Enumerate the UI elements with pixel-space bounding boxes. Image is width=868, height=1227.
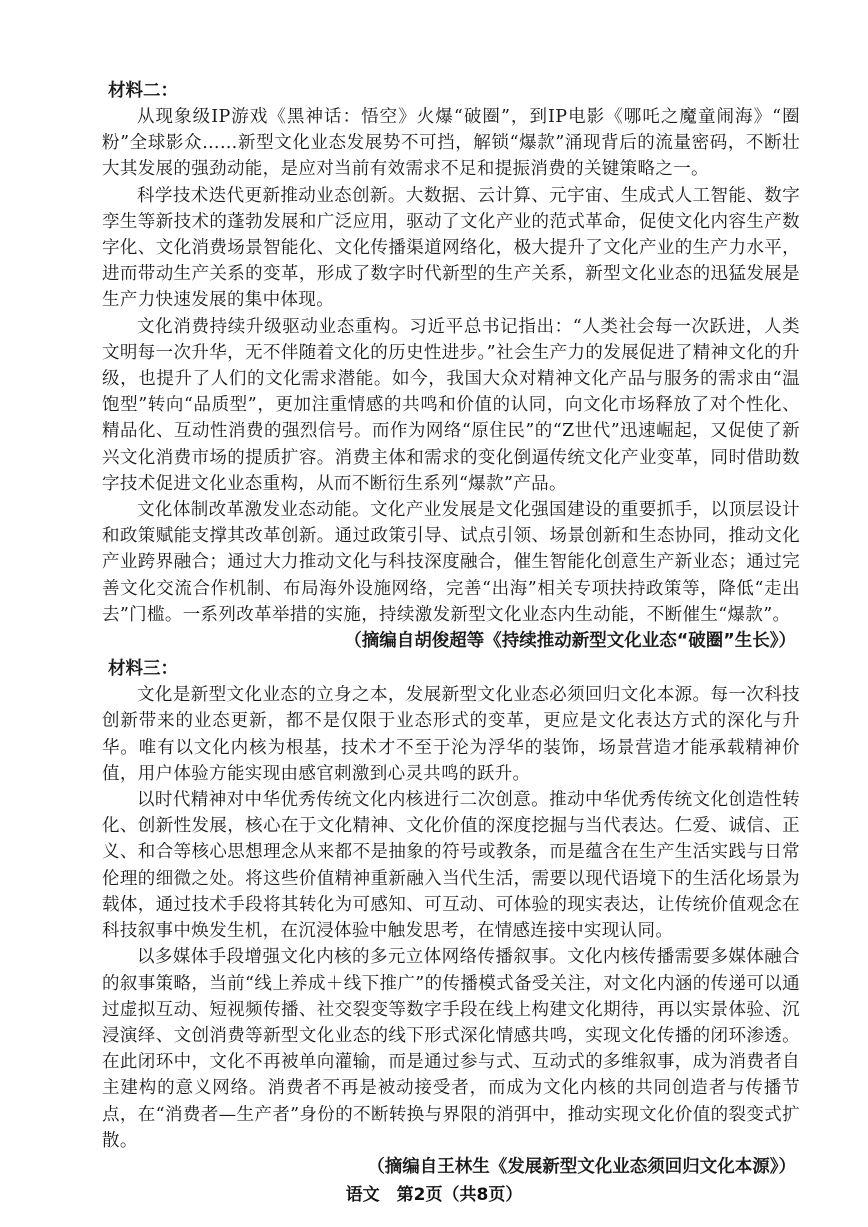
- material-two-source: （摘编自胡俊超等《持续推动新型文化业态“破圈”生长》）: [344, 631, 796, 652]
- material-two-paragraph-4: 文化体制改革激发业态动能。文化产业发展是文化强国建设的重要抓手，以顶层设计和政策赋能支撑其改革创新。通过政策引导、试点引领、场景创新和生态协同，推动文化产业跨界融合；通过大力推动文化与科技深度融合，催生智能化创意生产新业态；通过完善文化交流合作机制、布局海外设施网络，完善“出海”相关专项扶持政策等，降低“走出去”门槛。一系列改革举措的实施，持续激发新型文化业态内生动能，不断催生“爆款”。: [102, 500, 800, 625]
- material-two-heading: 材料二：: [108, 81, 178, 101]
- material-three-paragraph-2: 以时代精神对中华优秀传统文化内核进行二次创意。推动中华优秀传统文化创造性转化、创新性发展，核心在于文化精神、文化价值的深度挖掘与当代表达。仁爱、诚信、正义、和合等核心思想理念从来都不是抽象的符号或教条，而是蕴含在生产生活实践与日常伦理的细微之处。将这些价值精神重新融入当代生活，需要以现代语境下的生活化场景为载体，通过技术手段将其转化为可感知、可互动、可体验的现实表达，让传统价值观念在科技叙事中焕发生机，在沉浸体验中触发思考，在情感连接中实现认同。: [102, 790, 800, 942]
- material-three-heading: 材料三：: [108, 659, 178, 680]
- material-two-paragraph-1: 从现象级IP游戏《黑神话：悟空》火爆“破圈”，到IP电影《哪吒之魔童闹海》“圈粉”全球影众……新型文化业态发展势不可挡，解锁“爆款”涌现背后的流量密码，不断壮大其发展的强劲动能，是应对当前有效需求不足和提振消费的关键策略之一。: [102, 107, 800, 180]
- material-two-section: [102, 78, 800, 654]
- material-three-paragraph-3: 以多媒体手段增强文化内核的多元立体网络传播叙事。文化内核传播需要多媒体融合的叙事策略，当前“线上养成＋线下推广”的传播模式备受关注，对文化内涵的传递可以通过虚拟互动、短视频传播、社交裂变等数字手段在线上构建文化期待，再以实景体验、沉浸演绎、文创消费等新型文化业态的线下形式深化情感共鸣，实现文化传播的闭环渗透。在此闭环中，文化不再被单向灌输，而是通过参与式、互动式的多维叙事，成为消费者自主建构的意义网络。消费者不再是被动接受者，而成为文化内核的共同创造者与传播节点，在“消费者—生产者”身份的不断转换与界限的消弭中，推动实现文化价值的裂变式扩散。: [102, 947, 800, 1151]
- material-two-paragraph-3: 文化消费持续升级驱动业态重构。习近平总书记指出：“人类社会每一次跃进，人类文明每一次升华，无不伴随着文化的历史性进步。”社会生产力的发展促进了精神文化的升级，也提升了人们的文化需求潜能。如今，我国大众对精神文化产品与服务的需求由“温饱型”转向“品质型”，更加注重情感的共鸣和价值的认同，向文化市场释放了对个性化、精品化、互动性消费的强烈信号。而作为网络“原住民”的“Z世代”迅速崛起，又促使了新兴文化消费市场的提质扩容。消费主体和需求的变化倒逼传统文化产业变革，同时借助数字技术促进文化业态重构，从而不断衍生系列“爆款”产品。: [102, 316, 800, 494]
- page-footer: 语文 第2页（共8页）: [345, 1185, 523, 1205]
- material-two-paragraph-2: 科学技术迭代更新推动业态创新。大数据、云计算、元宇宙、生成式人工智能、数字孪生等新技术的蓬勃发展和广泛应用，驱动了文化产业的范式革命，促使文化内容生产数字化、文化消费场景智能化、文化传播渠道网络化，极大提升了文化产业的生产力水平，进而带动生产关系的变革，形成了数字时代新型的生产关系，新型文化业态的迅猛发展是生产力快速发展的集中体现。: [102, 185, 800, 311]
- exam-page: [102, 78, 800, 1180]
- material-three-paragraph-1: 文化是新型文化业态的立身之本，发展新型文化业态必须回归文化本源。每一次科技创新带来的业态更新，都不是仅限于业态形式的变革，更应是文化表达方式的深化与升华。唯有以文化内核为根基，技术才不至于沦为浮华的装饰，场景营造才能承载精神价值，用户体验方能实现由感官刺激到心灵共鸣的跃升。: [102, 685, 800, 784]
- material-three-source: （摘编自王林生《发展新型文化业态须回归文化本源》）: [367, 1156, 796, 1177]
- material-three-section: [102, 656, 800, 1180]
